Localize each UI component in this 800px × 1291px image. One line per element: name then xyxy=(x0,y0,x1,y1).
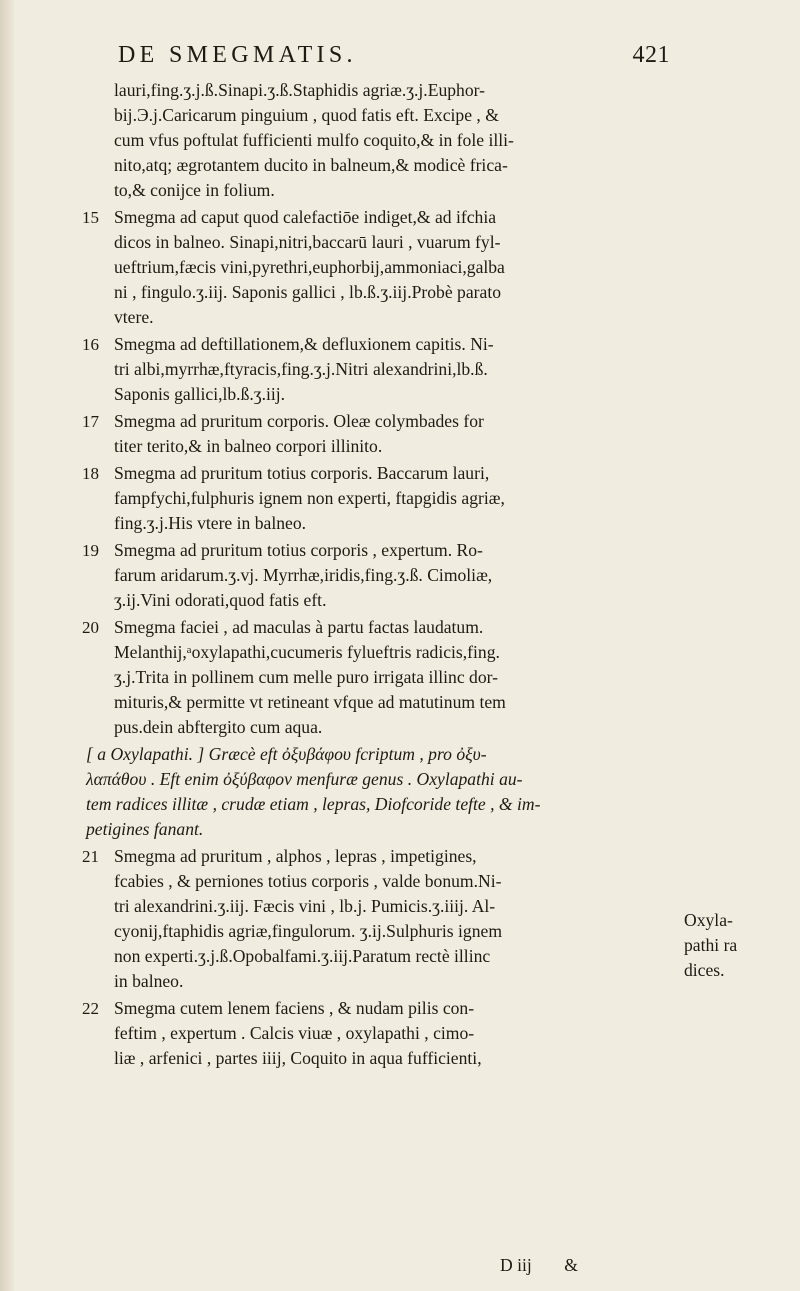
entry-number: 16 xyxy=(82,335,99,354)
recipe-entry xyxy=(24,615,684,740)
page-body xyxy=(24,78,684,1073)
entries-section xyxy=(24,78,684,740)
running-header xyxy=(118,42,670,69)
text-line: fing.ʒ.j.His vtere in balneo. xyxy=(114,513,307,533)
text-line: Smegma ad pruritum , alphos , lepras , impetigines, xyxy=(114,846,477,866)
entry-number: 15 xyxy=(82,208,99,227)
entry-number: 19 xyxy=(82,541,99,560)
recipe-entry xyxy=(24,538,684,613)
text-line: bij.Э.j.Caricarum pinguium , quod fatis eft. Excipe , & xyxy=(114,105,499,125)
text-line: non experti.ʒ.j.ß.Opobalfami.ʒ.iij.Paratum rectè illinc xyxy=(114,946,491,966)
note-line: λαπάθου . Eft enim ὀξύβαφον menfuræ genus . Oxylapathi au- xyxy=(86,769,523,789)
text-line: ʒ.j.Trita in pollinem cum melle puro irrigata illinc dor- xyxy=(114,667,499,687)
note-line: petigines fanant. xyxy=(86,819,204,839)
text-line: ʒ.ij.Vini odorati,quod fatis eft. xyxy=(114,590,327,610)
text-line: Smegma ad pruritum totius corporis. Baccarum lauri, xyxy=(114,463,490,483)
header-title: DE SMEGMATIS. xyxy=(118,42,357,68)
text-line: feftim , expertum . Calcis viuæ , oxylapathi , cimo- xyxy=(114,1023,475,1043)
text-line: tri albi,myrrhæ,ftyracis,fing.ʒ.j.Nitri alexandrini,lb.ß. xyxy=(114,359,488,379)
entry-number: 17 xyxy=(82,412,99,431)
text-line: fcabies , & perniones totius corporis , valde bonum.Ni- xyxy=(114,871,502,891)
page-footer xyxy=(500,1255,800,1276)
entry-number: 20 xyxy=(82,618,99,637)
text-line: dicos in balneo. Sinapi,nitri,baccarū lauri , vuarum fyl- xyxy=(114,232,501,252)
text-line: cum vfus poftulat fufficienti mulfo coquito,& in fole illi- xyxy=(114,130,514,150)
text-line: to,& conijce in folium. xyxy=(114,180,275,200)
entry-number: 18 xyxy=(82,464,99,483)
text-line: fampfychi,fulphuris ignem non experti, ftapgidis agriæ, xyxy=(114,488,505,508)
recipe-entry xyxy=(24,78,684,203)
recipe-entry xyxy=(24,844,684,994)
page-number: 421 xyxy=(632,42,670,68)
signature-mark: D iij xyxy=(500,1255,532,1275)
text-line: Melanthij,ᵃoxylapathi,cucumeris fylueftris radicis,fing. xyxy=(114,642,500,662)
text-line: cyonij,ftaphidis agriæ,fingulorum. ʒ.ij.Sulphuris ignem xyxy=(114,921,502,941)
entry-number: 22 xyxy=(82,999,99,1018)
text-line: Smegma faciei , ad maculas à partu factas laudatum. xyxy=(114,617,484,637)
text-line: farum aridarum.ʒ.vj. Myrrhæ,iridis,fing.ʒ.ß. Cimoliæ, xyxy=(114,565,493,585)
text-line: ni , fingulo.ʒ.iij. Saponis gallici , lb.ß.ʒ.iij.Probè parato xyxy=(114,282,502,302)
text-line: Smegma ad deftillationem,& defluxionem capitis. Ni- xyxy=(114,334,494,354)
recipe-entry xyxy=(24,332,684,407)
margin-note-line: pathi ra xyxy=(684,935,738,955)
text-line: tri alexandrini.ʒ.iij. Fæcis vini , lb.j. Pumicis.ʒ.iiij. Al- xyxy=(114,896,496,916)
text-line: Smegma ad pruritum corporis. Oleæ colymbades for xyxy=(114,411,484,431)
text-line: Smegma ad caput quod calefactiōe indiget,& ad ifchia xyxy=(114,207,497,227)
recipe-entry xyxy=(24,409,684,459)
catchword: & xyxy=(564,1255,578,1275)
recipe-entry xyxy=(24,996,684,1071)
margin-note xyxy=(684,908,794,983)
margin-note-line: Oxyla- xyxy=(684,910,733,930)
text-line: Smegma ad pruritum totius corporis , expertum. Ro- xyxy=(114,540,483,560)
text-line: vtere. xyxy=(114,307,154,327)
text-line: in balneo. xyxy=(114,971,184,991)
text-line: Smegma cutem lenem faciens , & nudam pilis con- xyxy=(114,998,475,1018)
text-line: lauri,fing.ʒ.j.ß.Sinapi.ʒ.ß.Staphidis agriæ.ʒ.j.Euphor- xyxy=(114,80,486,100)
recipe-entry xyxy=(24,461,684,536)
page-edge xyxy=(0,0,14,1291)
text-line: titer terito,& in balneo corpori illinito. xyxy=(114,436,383,456)
margin-note-line: dices. xyxy=(684,960,725,980)
editor-note xyxy=(24,742,684,842)
recipe-entry xyxy=(24,205,684,330)
text-line: pus.dein abftergito cum aqua. xyxy=(114,717,323,737)
text-line: liæ , arfenici , partes iiij, Coquito in aqua fufficienti, xyxy=(114,1048,482,1068)
entries-section-2 xyxy=(24,844,684,1071)
note-line: [ a Oxylapathi. ] Græcè eft ὀξυβάφου fcriptum , pro ὀξυ- xyxy=(86,744,487,764)
text-line: Saponis gallici,lb.ß.ʒ.iij. xyxy=(114,384,286,404)
text-line: mituris,& permitte vt retineant vfque ad matutinum tem xyxy=(114,692,506,712)
note-line: tem radices illitæ , crudæ etiam , lepras, Diofcoride tefte , & im- xyxy=(86,794,541,814)
text-line: nito,atq; ægrotantem ducito in balneum,& modicè frica- xyxy=(114,155,508,175)
text-line: ueftrium,fæcis vini,pyrethri,euphorbij,ammoniaci,galba xyxy=(114,257,505,277)
entry-number: 21 xyxy=(82,847,99,866)
